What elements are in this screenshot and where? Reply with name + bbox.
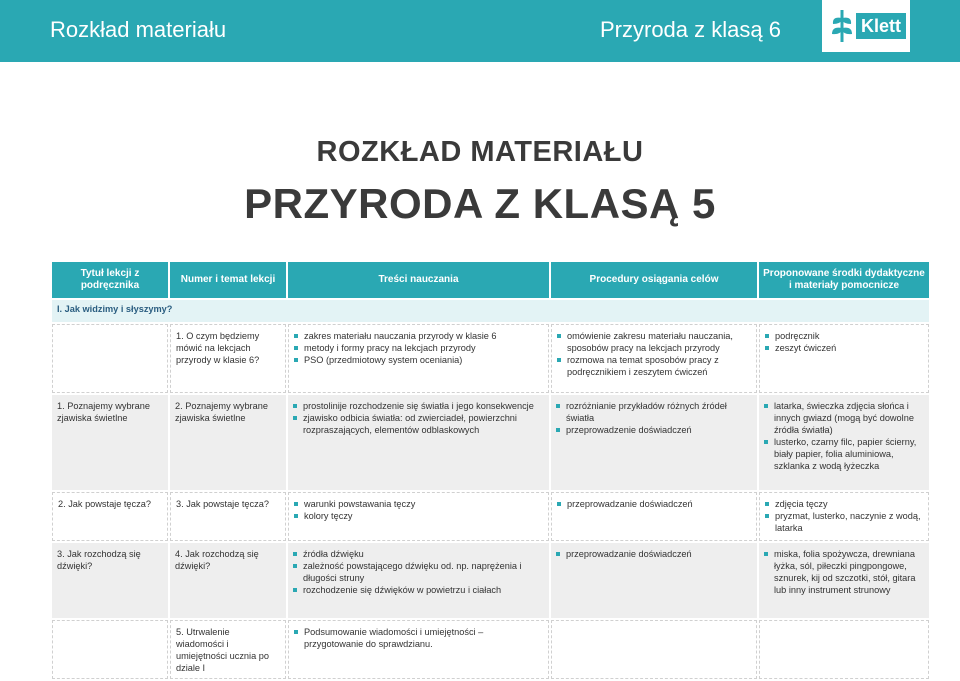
cell-title <box>52 395 168 490</box>
list-item: zeszyt ćwiczeń <box>765 342 923 354</box>
cell-content <box>288 324 549 393</box>
cell-title <box>52 492 168 541</box>
banner-title-left: Rozkład materiału <box>50 17 227 42</box>
cell-title <box>52 620 168 679</box>
section-title: I. Jak widzimy i słyszymy? <box>52 300 929 322</box>
section-row <box>52 300 929 322</box>
banner-title-right: Przyroda z klasą 6 <box>600 17 781 42</box>
cell-lesson-text: 4. Jak rozchodzą się dźwięki? <box>175 549 259 571</box>
cell-lesson <box>170 324 286 393</box>
table-row <box>52 395 929 490</box>
list-item: warunki powstawania tęczy <box>294 498 543 510</box>
cell-title-text: 3. Jak rozchodzą się dźwięki? <box>57 549 141 571</box>
document-heading: ROZKŁAD MATERIAŁU <box>316 136 644 168</box>
cell-lesson <box>170 492 286 541</box>
cell-content <box>288 395 549 490</box>
table-row <box>52 492 929 541</box>
document-subheading: PRZYRODA Z KLASĄ 5 <box>244 180 716 227</box>
cell-content <box>288 492 549 541</box>
table-row <box>52 543 929 618</box>
col-header-content: Treści nauczania <box>288 262 549 298</box>
cell-materials <box>759 324 929 393</box>
table-row <box>52 620 929 679</box>
cell-procedures <box>551 543 757 618</box>
list-item: latarka, świeczka zdjęcia słońca i innych gwiazd (mogą być dowolne źródła światła) <box>764 400 924 436</box>
list-item: zdjęcia tęczy <box>765 498 923 510</box>
list-item: miska, folia spożywcza, drewniana łyżka, sól, piłeczki pingpongowe, sznurek, kij od szczotki, stół, gitara lub inny instrument strunowy <box>764 548 924 596</box>
list-item: rozróżnianie przykładów różnych źródeł światła <box>556 400 752 424</box>
cell-materials <box>759 543 929 618</box>
list-item: pryzmat, lusterko, naczynie z wodą, latarka <box>765 510 923 534</box>
table-row <box>52 324 929 393</box>
col-header-materials: Proponowane środki dydaktyczne i materiały pomocnicze <box>759 262 929 298</box>
list-item: zakres materiału nauczania przyrody w klasie 6 <box>294 330 543 342</box>
list-item: prostolinije rozchodzenie się światła i jego konsekwencje <box>293 400 544 412</box>
cell-materials <box>759 492 929 541</box>
list-item: zależność powstającego dźwięku od. np. naprężenia i długości struny <box>293 560 544 584</box>
list-item: omówienie zakresu materiału nauczania, sposobów pracy na lekcjach przyrody <box>557 330 751 354</box>
list-item: rozchodzenie się dźwięków w powietrzu i ciałach <box>293 584 544 596</box>
list-item: Podsumowanie wiadomości i umiejętności – przygotowanie do sprawdzianu. <box>294 626 543 650</box>
list-item: metody i formy pracy na lekcjach przyrody <box>294 342 543 354</box>
cell-procedures <box>551 492 757 541</box>
list-item: przeprowadzanie doświadczeń <box>556 548 752 560</box>
list-item: lusterko, czarny filc, papier ścierny, biały papier, folia aluminiowa, szklanka z wodą łyżeczka <box>764 436 924 472</box>
table-header-row <box>52 262 929 298</box>
list-item: przeprowadzanie doświadczeń <box>557 498 751 510</box>
cell-materials <box>759 395 929 490</box>
cell-lesson <box>170 395 286 490</box>
cell-content <box>288 620 549 679</box>
klett-leaf-icon <box>828 8 856 44</box>
logo-wordmark: Klett <box>856 13 906 39</box>
list-item: PSO (przedmiotowy system oceniania) <box>294 354 543 366</box>
cell-procedures <box>551 620 757 679</box>
cell-title <box>52 324 168 393</box>
cell-lesson-text: 2. Poznajemy wybrane zjawiska świetlne <box>175 401 268 423</box>
list-item: podręcznik <box>765 330 923 342</box>
col-header-title: Tytuł lekcji z podręcznika <box>52 262 168 298</box>
cell-title <box>52 543 168 618</box>
cell-title-text: 1. Poznajemy wybrane zjawiska świetlne <box>57 401 150 423</box>
cell-title-text: 2. Jak powstaje tęcza? <box>58 499 151 509</box>
klett-logo <box>822 0 910 52</box>
list-item: źródła dźwięku <box>293 548 544 560</box>
col-header-procedures: Procedury osiągania celów <box>551 262 757 298</box>
cell-lesson <box>170 543 286 618</box>
cell-lesson <box>170 620 286 679</box>
lesson-plan-table <box>50 260 931 681</box>
cell-lesson-text: 1. O czym będziemy mówić na lekcjach przyrody w klasie 6? <box>176 331 260 365</box>
list-item: zjawisko odbicia światła: od zwierciadeł, powierzchni rozpraszających, elementów odblaskowych <box>293 412 544 436</box>
col-header-lesson: Numer i temat lekcji <box>170 262 286 298</box>
list-item: kolory tęczy <box>294 510 543 522</box>
list-item: przeprowadzenie doświadczeń <box>556 424 752 436</box>
cell-content <box>288 543 549 618</box>
list-item: rozmowa na temat sposobów pracy z podręcznikiem i zeszytem ćwiczeń <box>557 354 751 378</box>
cell-procedures <box>551 395 757 490</box>
cell-procedures <box>551 324 757 393</box>
cell-lesson-text: 5. Utrwalenie wiadomości i umiejętności ucznia po dziale I <box>176 627 269 673</box>
cell-materials <box>759 620 929 679</box>
cell-lesson-text: 3. Jak powstaje tęcza? <box>176 499 269 509</box>
top-banner <box>0 0 960 62</box>
